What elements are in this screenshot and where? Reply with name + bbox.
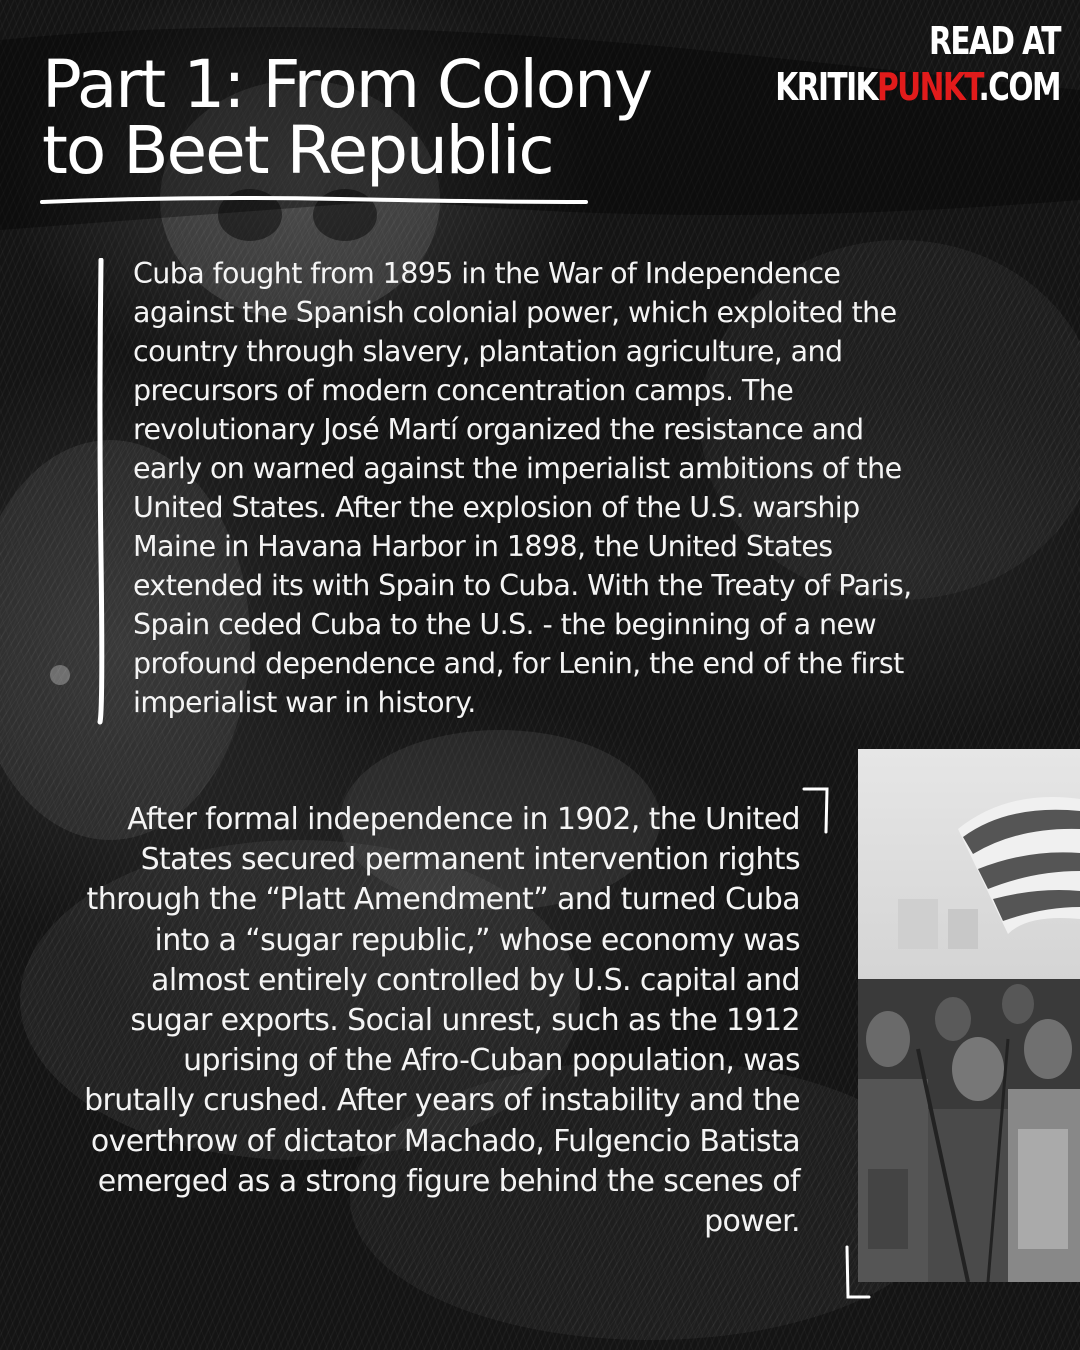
title-line-1: Part 1: From Colony [42, 46, 652, 123]
title-underline [40, 190, 590, 210]
page-title [42, 46, 702, 189]
paragraph-accent-bar [96, 258, 106, 726]
brand-url-punkt: PUNKT [877, 65, 979, 109]
paragraph-sugar-republic: After formal independence in 1902, the United States secured permanent intervention rights through the “Platt Amendment” and turned Cuba into a “sugar republic,” whose economy was almost entirely controlled by U.S. capital and sugar exports. Social unrest, such as the 1912 uprising of the Afro-Cuban population, was brutally crushed. After years of instability and the overthrow of dictator Machado, Fulgencio Batista emerged as a strong figure behind the scenes of power. [84, 802, 800, 1240]
paragraph-colony: Cuba fought from 1895 in the War of Independence against the Spanish colonial power, which exploited the country through slavery, plantation agriculture, and precursors of modern concentration camps. The revolutionary José Martí organized the resistance and early on warned against the imperialist ambitions of the United States. After the explosion of the U.S. warship Maine in Havana Harbor in 1898, the United States extended its with Spain to Cuba. With the Treaty of Paris, Spain ceded Cuba to the U.S. - the beginning of a new profound dependence and, for Lenin, the end of the first imperialist war in history. [133, 257, 912, 719]
historical-photo [858, 749, 1080, 1282]
brand-url [775, 64, 1060, 110]
title-line-2: to Beet Republic [42, 112, 553, 189]
bracket-top-right [802, 786, 832, 836]
brand-link[interactable] [775, 18, 1060, 110]
brand-read-at: READ AT [929, 19, 1060, 63]
brand-url-kritik: KRITIK [775, 65, 878, 109]
brand-url-com: .COM [978, 65, 1060, 109]
